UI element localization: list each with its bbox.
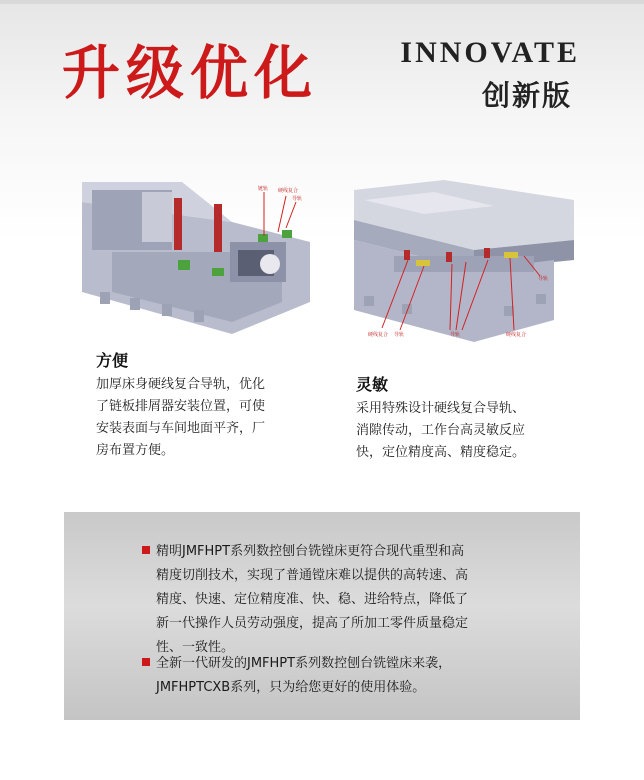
feature-sensitive-line: 采用特殊设计硬线复合导轨、 <box>356 401 526 416</box>
summary-line: 新一代操作人员劳动强度，提高了所加工零件质量稳定 <box>156 616 469 631</box>
svg-text:链轨: 链轨 <box>258 186 269 192</box>
summary-line: JMFHPTCXB系列，只为给您更好的使用体验。 <box>156 680 426 695</box>
svg-text:硬线复合: 硬线复合 <box>278 188 299 194</box>
summary-line: 性、一致性。 <box>156 640 235 655</box>
feature-convenient-line: 房布置方便。 <box>96 443 175 458</box>
feature-convenient-title: 方便 <box>96 351 129 370</box>
machine-bed-illustration <box>82 182 310 334</box>
summary-panel <box>64 512 580 720</box>
svg-text:导轨: 导轨 <box>450 332 461 338</box>
feature-convenient-line: 安装表面与车间地面平齐，厂 <box>96 421 266 436</box>
summary-line: 精度、快速、定位精度准、快、稳、进给特点，降低了 <box>156 592 469 607</box>
svg-text:硬线复合: 硬线复合 <box>368 332 389 338</box>
table-guideway-illustration <box>354 180 574 342</box>
summary-line: 精度切削技术，实现了普通镗床难以提供的高转速、高 <box>156 568 469 583</box>
feature-sensitive-title: 灵敏 <box>356 375 389 394</box>
feature-sensitive-text <box>356 398 566 464</box>
feature-convenient-line: 了链板排屑器安装位置，可使 <box>96 399 266 414</box>
summary-bullet-2 <box>142 652 542 700</box>
feature-convenient-text <box>96 374 296 462</box>
svg-text:硬线复合: 硬线复合 <box>506 332 527 338</box>
feature-sensitive-line: 消隙传动，工作台高灵敏反应 <box>356 423 526 438</box>
title-english: INNOVATE <box>400 36 580 69</box>
summary-bullet-1 <box>142 540 542 660</box>
svg-text:导轨: 导轨 <box>394 332 405 338</box>
title-subtitle: 创新版 <box>481 79 572 112</box>
summary-line: 精明JMFHPT系列数控刨台铣镗床更符合现代重型和高 <box>156 544 465 559</box>
top-border <box>0 0 644 4</box>
feature-convenient-line: 加厚床身硬线复合导轨，优化 <box>96 377 266 392</box>
summary-line: 全新一代研发的JMFHPT系列数控刨台铣镗床来袭， <box>156 656 452 671</box>
svg-text:导轨: 导轨 <box>538 276 549 282</box>
bullet-square-icon <box>142 658 150 666</box>
bullet-square-icon <box>142 546 150 554</box>
page-title: 升级优化 <box>62 39 319 107</box>
svg-text:导轨: 导轨 <box>292 196 303 202</box>
feature-sensitive-line: 快，定位精度高、精度稳定。 <box>356 445 526 460</box>
